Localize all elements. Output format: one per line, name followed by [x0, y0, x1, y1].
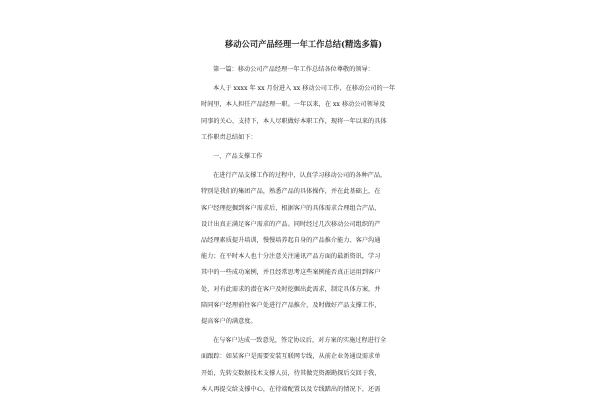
text-line: 特别是我们的集团产品，熟悉产品的具体操作，并在此基础上，在	[201, 188, 381, 196]
text-line: 客户经理挖掘到客户需求后，根据客户的具体需求合理组合产品，	[201, 204, 381, 212]
paragraph-3	[201, 168, 406, 330]
text-line: 设计出真正满足客户需求的产品。同时经过几次移动公司组织的产	[201, 220, 381, 228]
text-line: 品经理素质提升培训，慢慢培养起自身的产品推介能力、客户沟通	[201, 237, 381, 245]
text-line: 提高客户的满意度。	[201, 318, 257, 326]
text-line: 工作职责总结如下：	[201, 133, 257, 141]
text-line: 其中的一些成功案例，并且经常思考这些案例能否真正运用到客户	[201, 269, 381, 277]
text-line: 一、产品支撑工作	[213, 153, 263, 161]
text-line: 本人再提交给支撑中心，在待端配置以及专线踏出的情况下，还需	[201, 385, 381, 393]
text-line: 时间里，本人担任产品经理一职。一年以来，在 xx 移动公司领导及	[201, 101, 386, 109]
text-line: 处，对有此需求的潜在客户及时挖掘出此需求，制定具体方案，并	[201, 285, 381, 293]
text-line: 能力；在平时本人也十分注意关注通讯产品方面的最新资讯，学习	[201, 253, 381, 261]
text-line: 面跟踪：如某客户是需要安装互联网专线，从前企业务通设需求单	[201, 353, 381, 361]
paragraph-1	[201, 62, 406, 78]
text-line: 在与客户达成一致意见，签定协议后，对方案的实施过程进行全	[213, 337, 387, 345]
paragraph-2	[201, 81, 406, 146]
text-line: 第一篇：移动公司产品经理一年工作总结各位尊敬的领导：	[213, 66, 374, 73]
document-title: 移动公司产品经理一年工作总结(精选多篇)	[224, 39, 383, 49]
text-line: 同事的关心、支持下，本人尽职做好本职工作，现将一年以来的具体	[201, 117, 387, 125]
text-line: 在进行产品支撑工作的过程中，认真学习移动公司的各种产品，	[213, 172, 387, 180]
section-heading	[201, 149, 406, 165]
text-line: 本人于 xxxx 年 xx 月份进入 xx 移动公司工作，在移动公司的一年	[213, 85, 396, 93]
text-line: 开始，先转交数据技术支撑人员，待其做完资源勘探后交回于我，	[201, 369, 381, 377]
paragraph-4	[201, 333, 406, 398]
text-line: 陪同客户经理前往客户处进行产品推介，及时做好产品支撑工作，	[201, 301, 381, 309]
